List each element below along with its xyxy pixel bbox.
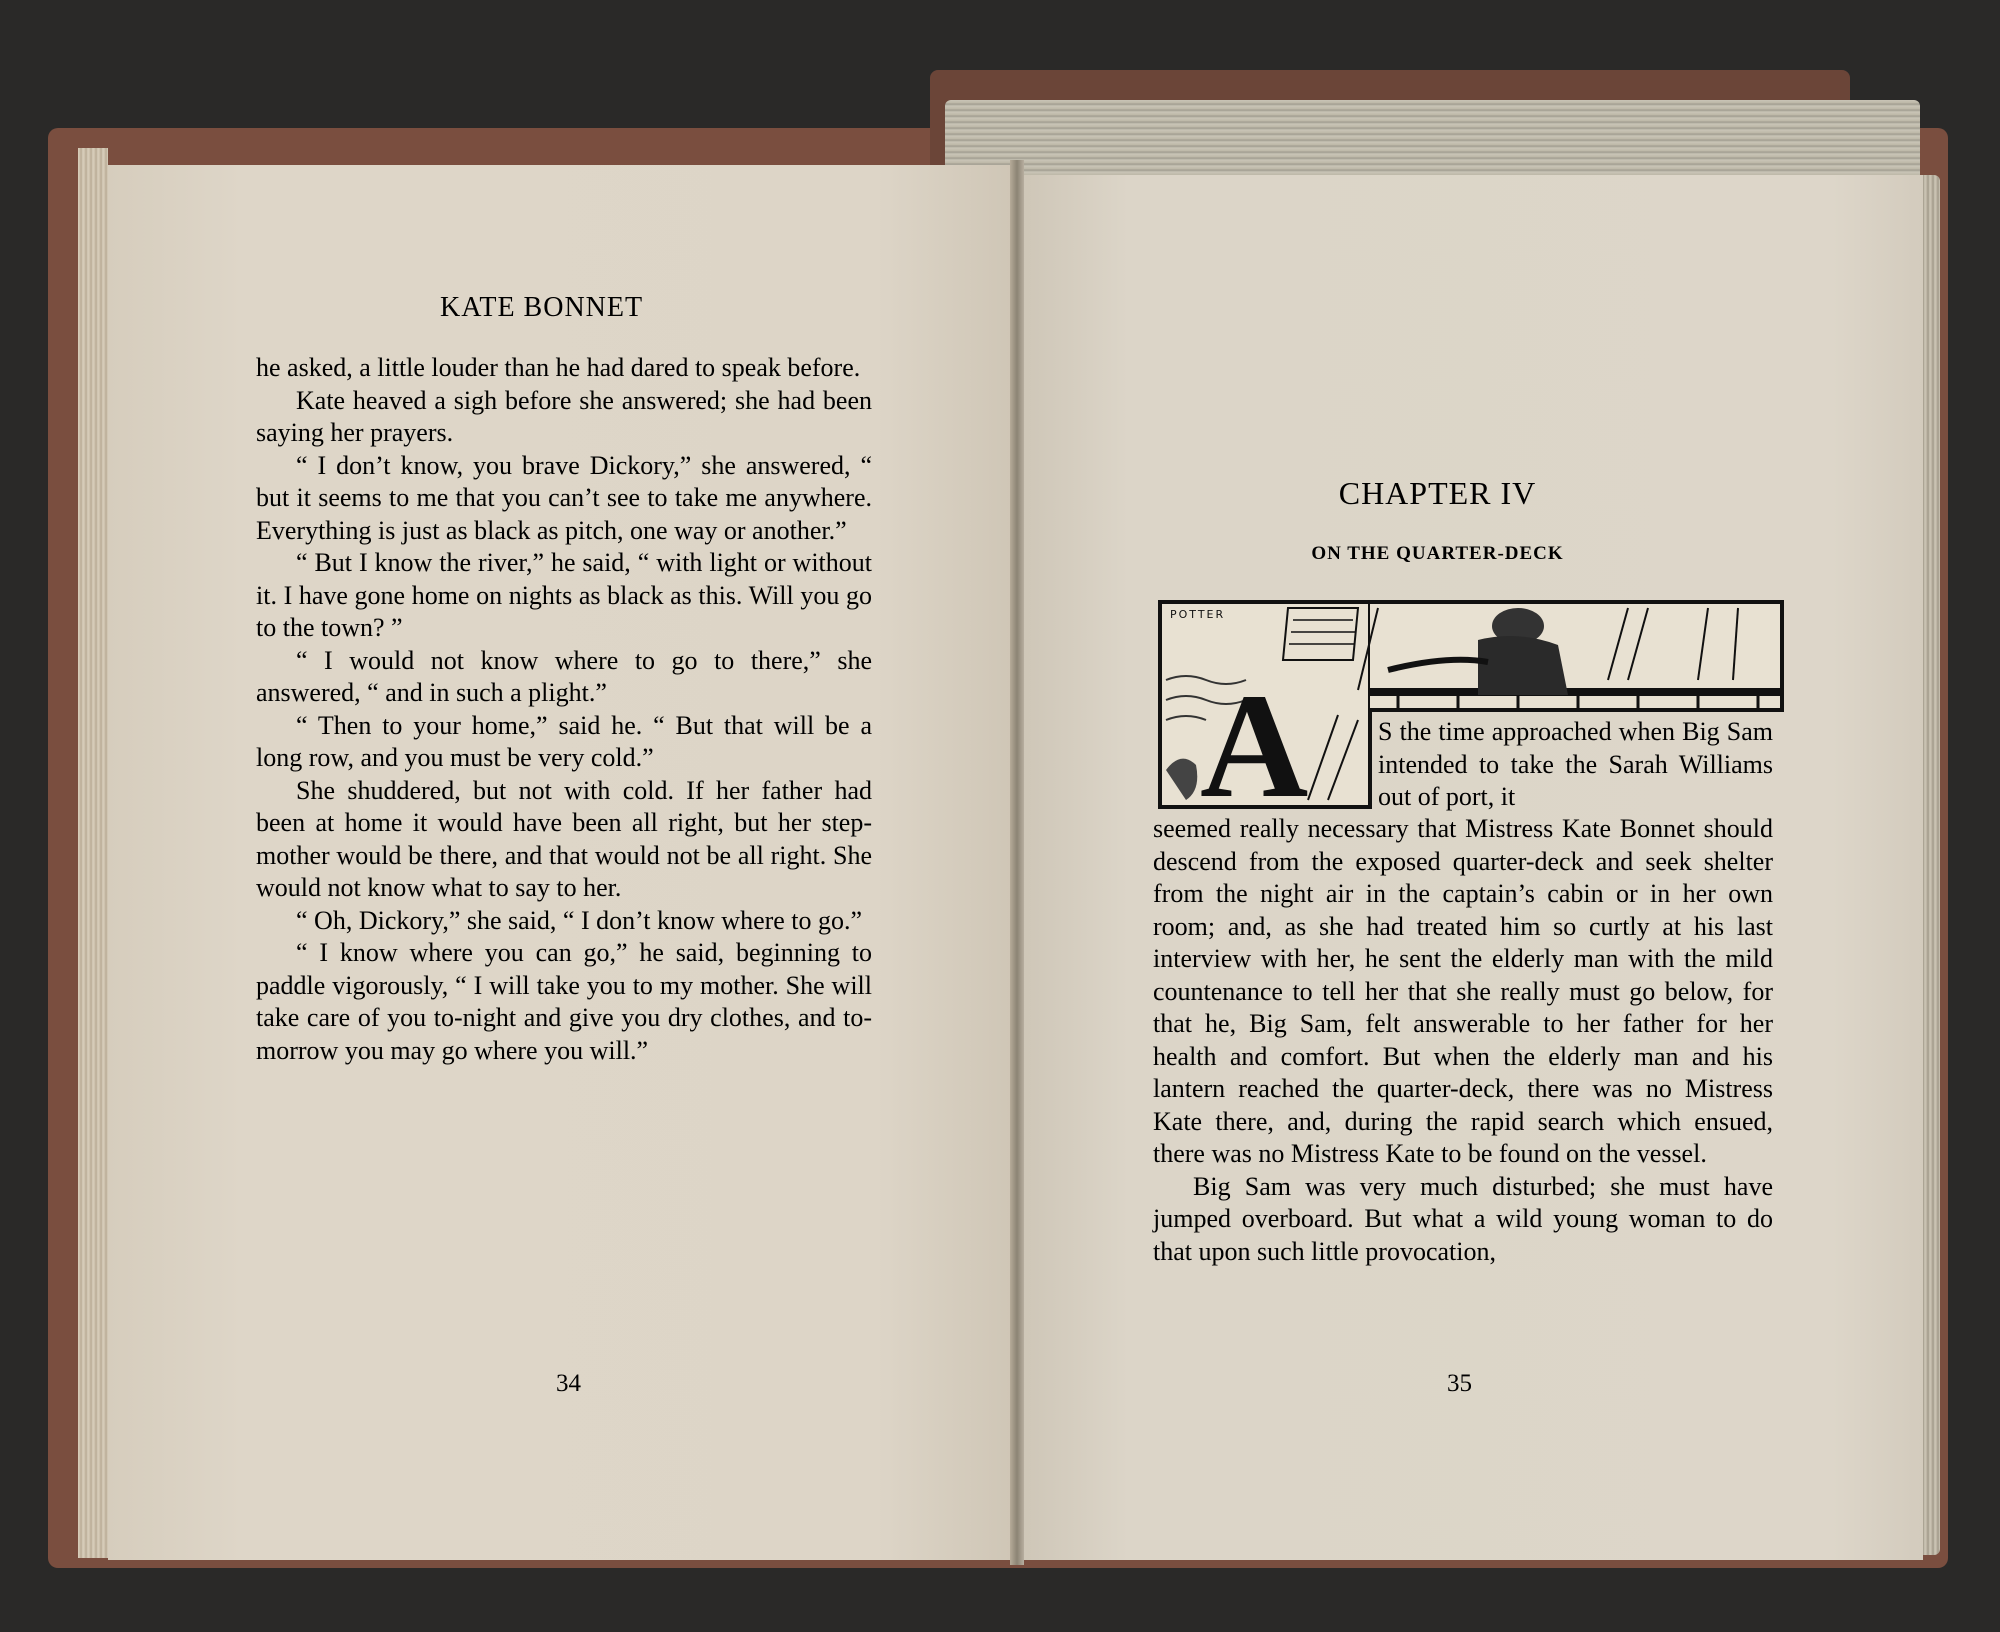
paragraph: “ Oh, Dickory,” she said, “ I don’t know where to go.” <box>296 905 863 935</box>
page-number-left: 34 <box>556 1370 581 1397</box>
paragraph: She shuddered, but not with cold. If her father had been at home it would have been all right, but her step-mother would be there, and that would not be all right. She would not know what to say to her. <box>256 775 872 902</box>
drop-cap-continuation: S the time approached when Big Sam intended to take the Sarah Williams out of port, it <box>1378 717 1773 811</box>
paragraph: “ But I know the river,” he said, “ with light or without it. I have gone home on nights as black as this. Will you go to the town? ” <box>256 548 872 642</box>
page-block-edges <box>945 100 1920 178</box>
chapter-title: CHAPTER IV <box>1338 475 1537 511</box>
drop-cap: A <box>1200 663 1309 810</box>
page-number-right: 35 <box>1447 1370 1472 1397</box>
paragraph: Kate heaved a sigh before she answered; she had been saying her prayers. <box>256 385 872 447</box>
paragraph: Big Sam was very much disturbed; she must have jumped overboard. But what a wild young woman to do that upon such little provocation, <box>1153 1171 1773 1266</box>
illustration-signature: POTTER <box>1170 608 1226 621</box>
paragraph: “ I would not know where to go to there,” she answered, “ and in such a plight.” <box>256 645 872 707</box>
running-head: KATE BONNET <box>440 292 644 323</box>
paragraph: “ Then to your home,” said he. “ But that will be a long row, and you must be very cold.” <box>256 710 872 772</box>
chapter-subtitle: ON THE QUARTER-DECK <box>1311 543 1564 564</box>
book-gutter <box>1010 160 1024 1565</box>
paragraph: seemed really necessary that Mistress Kate Bonnet should descend from the exposed quarter-deck and seek shelter from the night air in the captain’s cabin or in her own room; and, as she had treated him so curtly at his last interview with her, he sent the elderly man with the mild countenance to tell her that she really must go below, for that he, Big Sam, felt answerable to her father for her health and comfort. But when the elderly man and his lantern reached the quarter-deck, there was no Mistress Kate there, and, during the rapid search which ensued, there was no Mistress Kate to be found on the vessel. <box>1153 814 1773 1168</box>
paragraph: “ I know where you can go,” he said, beginning to paddle vigorously, “ I will take you to my mother. She will take care of you to-night and give you dry clothes, and to-morrow you may go where you will.” <box>256 938 872 1065</box>
paragraph: “ I don’t know, you brave Dickory,” she answered, “ but it seems to me that you can’t see to take me anywhere. Everything is just as black as pitch, one way or another.” <box>256 450 872 545</box>
paragraph: he asked, a little louder than he had dared to speak before. <box>256 353 861 382</box>
left-page-text <box>256 352 872 1067</box>
right-page-text <box>1153 813 1773 1268</box>
left-page-edges <box>78 148 108 1558</box>
right-page-edges <box>1920 175 1940 1555</box>
